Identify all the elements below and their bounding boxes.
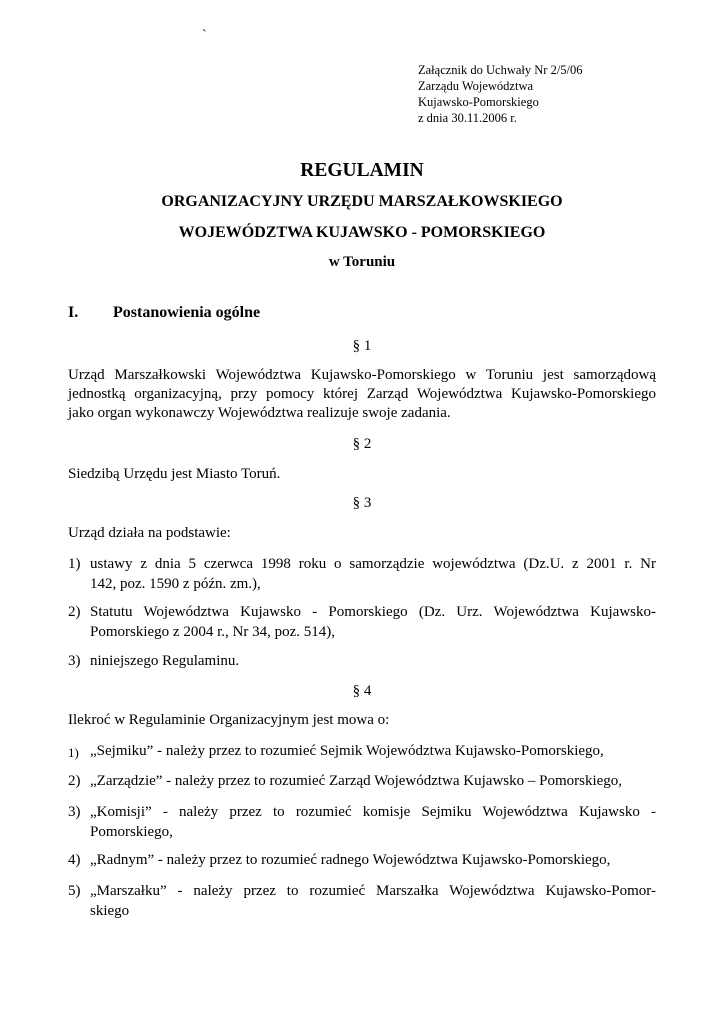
paragraph-intro: Urząd działa na podstawie:: [68, 525, 231, 541]
text-line: 142, poz. 1590 z późn. zm.),: [90, 575, 261, 592]
list-item-number: 3): [68, 653, 81, 669]
paragraph-intro: Ilekroć w Regulaminie Organizacyjnym jest mowa o:: [68, 712, 390, 728]
document-subtitle-line: ORGANIZACYJNY URZĘDU MARSZAŁKOWSKIEGO: [161, 193, 563, 210]
list-item: [68, 742, 656, 762]
text-line: Urząd Marszałkowski Województwa Kujawsko-Pomorskiego w Toruniu jest samorządową: [68, 367, 656, 383]
paragraph-symbol: § 1: [352, 338, 372, 354]
list-item-number: 5): [68, 883, 81, 899]
text-line: Pomorskiego z 2004 r., Nr 34, poz. 514),: [90, 623, 335, 640]
annex-line: Zarządu Województwa: [418, 79, 534, 93]
text-line: „Komisji” - należy przez to rozumieć komisje Sejmiku Województwa Kujawsko -: [90, 804, 656, 820]
list-item-number: 1): [68, 745, 79, 760]
section-number: I.: [68, 304, 79, 321]
list-item: [68, 882, 656, 921]
text-line: jednostką organizacyjną, przy pomocy której Zarząd Województwa Kujawsko-Pomorskiego: [68, 386, 656, 402]
annex-line: Załącznik do Uchwały Nr 2/5/06: [418, 63, 583, 77]
stray-mark: `: [202, 28, 207, 43]
document-location: w Toruniu: [328, 254, 396, 270]
annex-note: [418, 62, 583, 126]
paragraph-text: Siedzibą Urzędu jest Miasto Toruń.: [68, 466, 281, 482]
document-subtitle-line: WOJEWÓDZTWA KUJAWSKO - POMORSKIEGO: [178, 224, 546, 241]
text-line: „Zarządzie” - należy przez to rozumieć Zarząd Województwa Kujawsko – Pomorskiego,: [90, 773, 623, 789]
document-title: REGULAMIN: [300, 160, 424, 181]
annex-line: Kujawsko-Pomorskiego: [418, 95, 539, 109]
section-title: Postanowienia ogólne: [113, 304, 261, 321]
text-line: Statutu Województwa Kujawsko - Pomorskiego (Dz. Urz. Województwa Kujawsko-: [90, 604, 656, 620]
text-line: „Sejmiku” - należy przez to rozumieć Sejmik Województwa Kujawsko-Pomorskiego,: [90, 743, 604, 759]
text-line: ustawy z dnia 5 czerwca 1998 roku o samorządzie województwa (Dz.U. z 2001 r. Nr: [90, 556, 656, 572]
list-item-number: 1): [68, 556, 81, 572]
list-item: [68, 652, 656, 672]
list-item-number: 2): [68, 773, 81, 789]
list-item: [68, 803, 656, 842]
paragraph-symbol: § 4: [352, 683, 372, 699]
paragraph-symbol: § 3: [352, 495, 372, 511]
annex-line: z dnia 30.11.2006 r.: [418, 111, 517, 125]
text-line: „Radnym” - należy przez to rozumieć radnego Województwa Kujawsko-Pomorskiego,: [90, 852, 611, 868]
list-item: [68, 772, 656, 792]
list-item: [68, 555, 656, 594]
text-line: jako organ wykonawczy Województwa realizuje swoje zadania.: [68, 405, 451, 421]
paragraph-text: [68, 366, 656, 423]
text-line: „Marszałku” - należy przez to rozumieć Marszałka Województwa Kujawsko-Pomor-: [90, 883, 656, 899]
list-item-number: 2): [68, 604, 81, 620]
text-line: niniejszego Regulaminu.: [90, 653, 240, 669]
list-item: [68, 851, 656, 871]
text-line: Pomorskiego,: [90, 823, 173, 840]
list-item-number: 4): [68, 852, 81, 868]
list-item-number: 3): [68, 804, 81, 820]
list-item: [68, 603, 656, 642]
text-line: skiego: [90, 902, 130, 919]
paragraph-symbol: § 2: [352, 436, 372, 452]
